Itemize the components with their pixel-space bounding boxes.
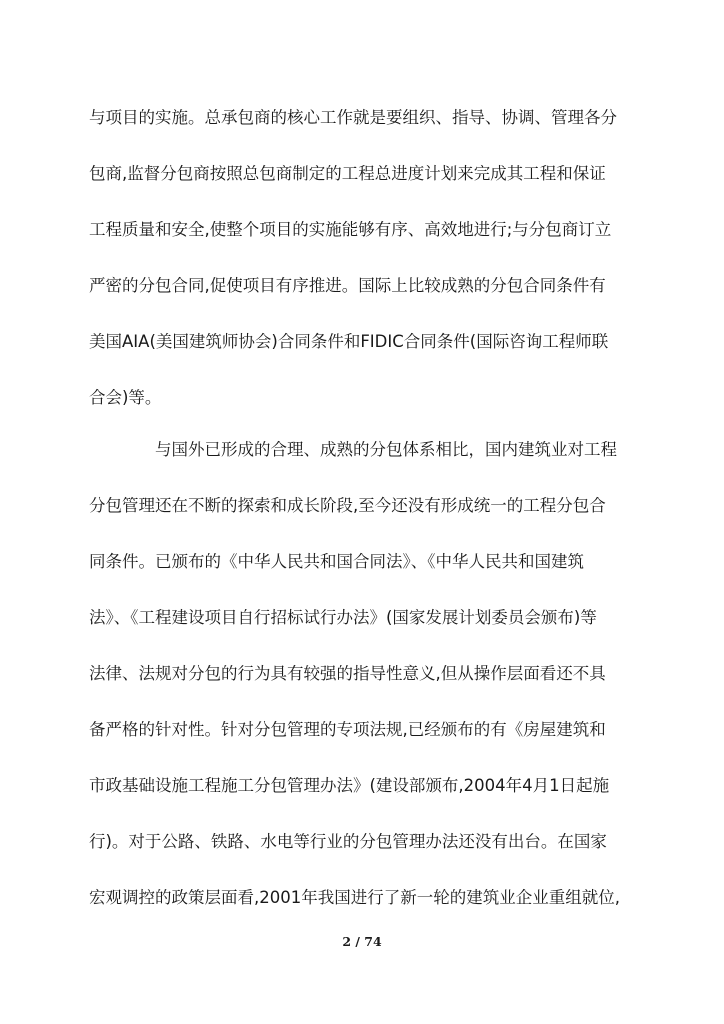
paragraph-line: 工程质量和安全,使整个项目的实施能够有序、高效地进行;与分包商订立 xyxy=(89,220,612,239)
paragraph-line: 行)。对于公路、铁路、水电等行业的分包管理办法还没有出台。在国家 xyxy=(89,832,607,851)
paragraph-line: 同条件。已颁布的《中华人民共和国合同法》、《中华人民共和国建筑 xyxy=(89,552,584,571)
paragraph-line: 与国外已形成的合理、成熟的分包体系相比，国内建筑业对工程 xyxy=(155,440,617,459)
paragraph-line: 包商,监督分包商按照总包商制定的工程总进度计划来完成其工程和保证 xyxy=(89,164,606,183)
paragraph-line: 宏观调控的政策层面看,2001年我国进行了新一轮的建筑业企业重组就位, xyxy=(89,888,620,907)
page-number: 2 / 74 xyxy=(342,934,382,949)
paragraph-line: 备严格的针对性。针对分包管理的专项法规,已经颁布的有《房屋建筑和 xyxy=(89,720,606,739)
paragraph-line: 与项目的实施。总承包商的核心工作就是要组织、指导、协调、管理各分 xyxy=(89,108,617,127)
paragraph-line: 合会)等。 xyxy=(89,388,162,407)
paragraph-line: 美国AIA(美国建筑师协会)合同条件和FIDIC合同条件(国际咨询工程师联 xyxy=(89,332,609,351)
paragraph-line: 法律、法规对分包的行为具有较强的指导性意义,但从操作层面看还不具 xyxy=(89,664,606,683)
paragraph-line: 市政基础设施工程施工分包管理办法》(建设部颁布,2004年4月1日起施 xyxy=(89,776,610,795)
paragraph-line: 分包管理还在不断的探索和成长阶段,至今还没有形成统一的工程分包合 xyxy=(89,496,606,515)
paragraph-line: 法》、《工程建设项目自行招标试行办法》(国家发展计划委员会颁布)等 xyxy=(89,608,597,627)
paragraph-line: 严密的分包合同,促使项目有序推进。国际上比较成熟的分包合同条件有 xyxy=(89,276,606,295)
